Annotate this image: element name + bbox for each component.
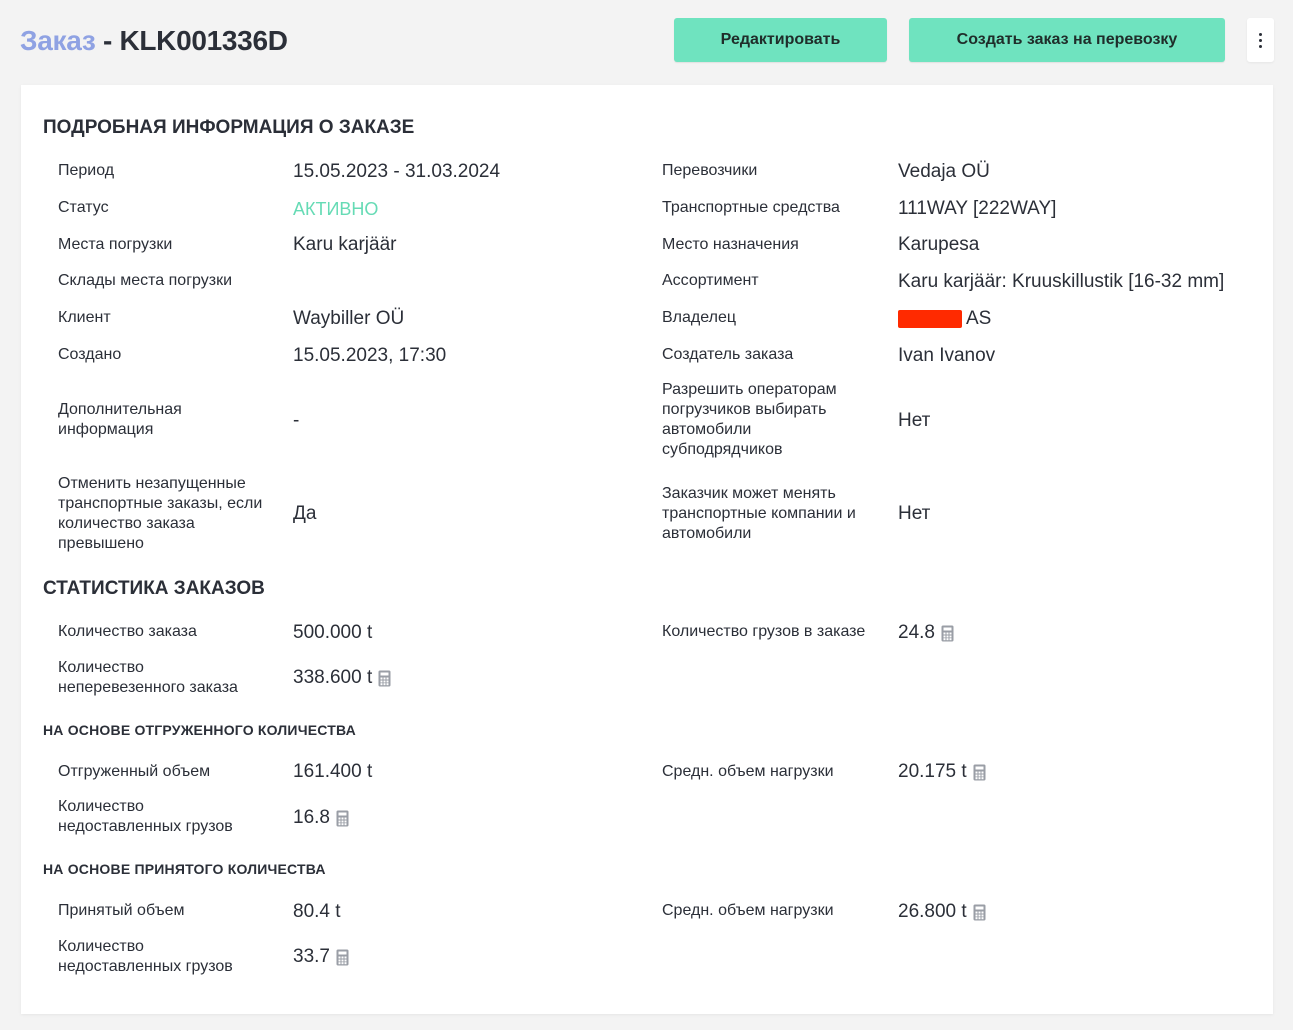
details-section-title: ПОДРОБНАЯ ИНФОРМАЦИЯ О ЗАКАЗЕ: [43, 117, 415, 138]
status-label: Статус: [58, 199, 109, 216]
owner-value-text: AS: [966, 308, 992, 329]
period-value: 15.05.2023 - 31.03.2024: [293, 161, 501, 182]
assortment-label: Ассортимент: [662, 272, 759, 289]
owner-label: Владелец: [662, 309, 737, 326]
shipped-undelivered-value: [293, 807, 349, 829]
received-undelivered-value-text: 33.7: [293, 946, 330, 967]
order-code: KLK001336D: [119, 25, 288, 56]
breadcrumb-orders-link[interactable]: Заказ: [20, 25, 96, 56]
received-avg-load-value: [898, 901, 986, 923]
shipped-subsection-title: НА ОСНОВЕ ОТГРУЖЕННОГО КОЛИЧЕСТВА: [43, 722, 356, 738]
assortment-value: Karu karjäär: Kruuskillustik [16-32 mm]: [898, 271, 1225, 292]
shipped-avg-load-value: [898, 761, 986, 783]
untransported-label: Количество неперевезенного заказа: [58, 659, 238, 696]
created-value: 15.05.2023, 17:30: [293, 345, 447, 366]
additional-info-value: -: [293, 410, 300, 431]
cancel-unstarted-value: Да: [293, 503, 317, 524]
shipped-undelivered-label: Количество недоставленных грузов: [58, 798, 233, 835]
received-subsection-title: НА ОСНОВЕ ПРИНЯТОГО КОЛИЧЕСТВА: [43, 861, 326, 877]
period-label: Период: [58, 162, 115, 179]
order-quantity-value: 500.000 t: [293, 622, 373, 643]
carriers-value: Vedaja OÜ: [898, 161, 990, 182]
calculator-icon[interactable]: [973, 904, 986, 921]
calculator-icon[interactable]: [336, 949, 349, 966]
shipped-avg-load-label: Средн. объем нагрузки: [662, 763, 834, 780]
destination-value: Karupesa: [898, 234, 980, 255]
creator-label: Создатель заказа: [662, 346, 794, 363]
allow-operators-label: Разрешить операторам погрузчиков выбирать автомобили субподрядчиков: [662, 381, 837, 458]
received-undelivered-value: [293, 946, 349, 968]
vehicles-value: 111WAY [222WAY]: [898, 198, 1057, 219]
calculator-icon[interactable]: [973, 764, 986, 781]
edit-button[interactable]: Редактировать: [674, 18, 887, 62]
untransported-value-text: 338.600 t: [293, 667, 373, 688]
client-label: Клиент: [58, 309, 111, 326]
received-undelivered-label: Количество недоставленных грузов: [58, 938, 233, 975]
shipped-volume-value: 161.400 t: [293, 761, 373, 782]
create-transport-order-button[interactable]: Создать заказ на перевозку: [909, 18, 1225, 62]
destination-label: Место назначения: [662, 236, 799, 253]
calculator-icon[interactable]: [336, 810, 349, 827]
additional-info-label: Дополнительная информация: [58, 401, 182, 438]
calculator-icon[interactable]: [941, 625, 954, 642]
redaction-mark: [898, 310, 962, 328]
customer-change-value: Нет: [898, 503, 931, 524]
customer-change-label: Заказчик может менять транспортные компании и автомобили: [662, 485, 856, 542]
loads-in-order-value: [898, 622, 954, 644]
loading-places-value: Karu karjäär: [293, 234, 397, 255]
vehicles-label: Транспортные средства: [662, 199, 840, 216]
received-avg-load-value-text: 26.800 t: [898, 901, 967, 922]
carriers-label: Перевозчики: [662, 162, 758, 179]
received-volume-value: 80.4 t: [293, 901, 341, 922]
received-avg-load-label: Средн. объем нагрузки: [662, 902, 834, 919]
page-title: [20, 24, 288, 58]
created-label: Создано: [58, 346, 122, 363]
owner-value: [898, 308, 991, 330]
loading-warehouses-label: Склады места погрузки: [58, 272, 233, 289]
untransported-value: [293, 667, 391, 689]
loads-in-order-value-text: 24.8: [898, 622, 935, 643]
shipped-undelivered-value-text: 16.8: [293, 807, 330, 828]
allow-operators-value: Нет: [898, 410, 931, 431]
creator-value: Ivan Ivanov: [898, 345, 996, 366]
title-separator: -: [95, 25, 120, 56]
client-value: Waybiller OÜ: [293, 308, 405, 329]
stats-section-title: СТАТИСТИКА ЗАКАЗОВ: [43, 578, 265, 599]
loads-in-order-label: Количество грузов в заказе: [662, 623, 866, 640]
cancel-unstarted-label: Отменить незапущенные транспортные заказы, если количество заказа превышено: [58, 475, 263, 552]
received-volume-label: Принятый объем: [58, 902, 185, 919]
order-quantity-label: Количество заказа: [58, 623, 197, 640]
calculator-icon[interactable]: [378, 670, 391, 687]
status-badge: АКТИВНО: [293, 199, 379, 219]
shipped-avg-load-value-text: 20.175 t: [898, 761, 967, 782]
more-vertical-icon[interactable]: [1247, 18, 1274, 62]
loading-places-label: Места погрузки: [58, 236, 173, 253]
shipped-volume-label: Отгруженный объем: [58, 763, 211, 780]
